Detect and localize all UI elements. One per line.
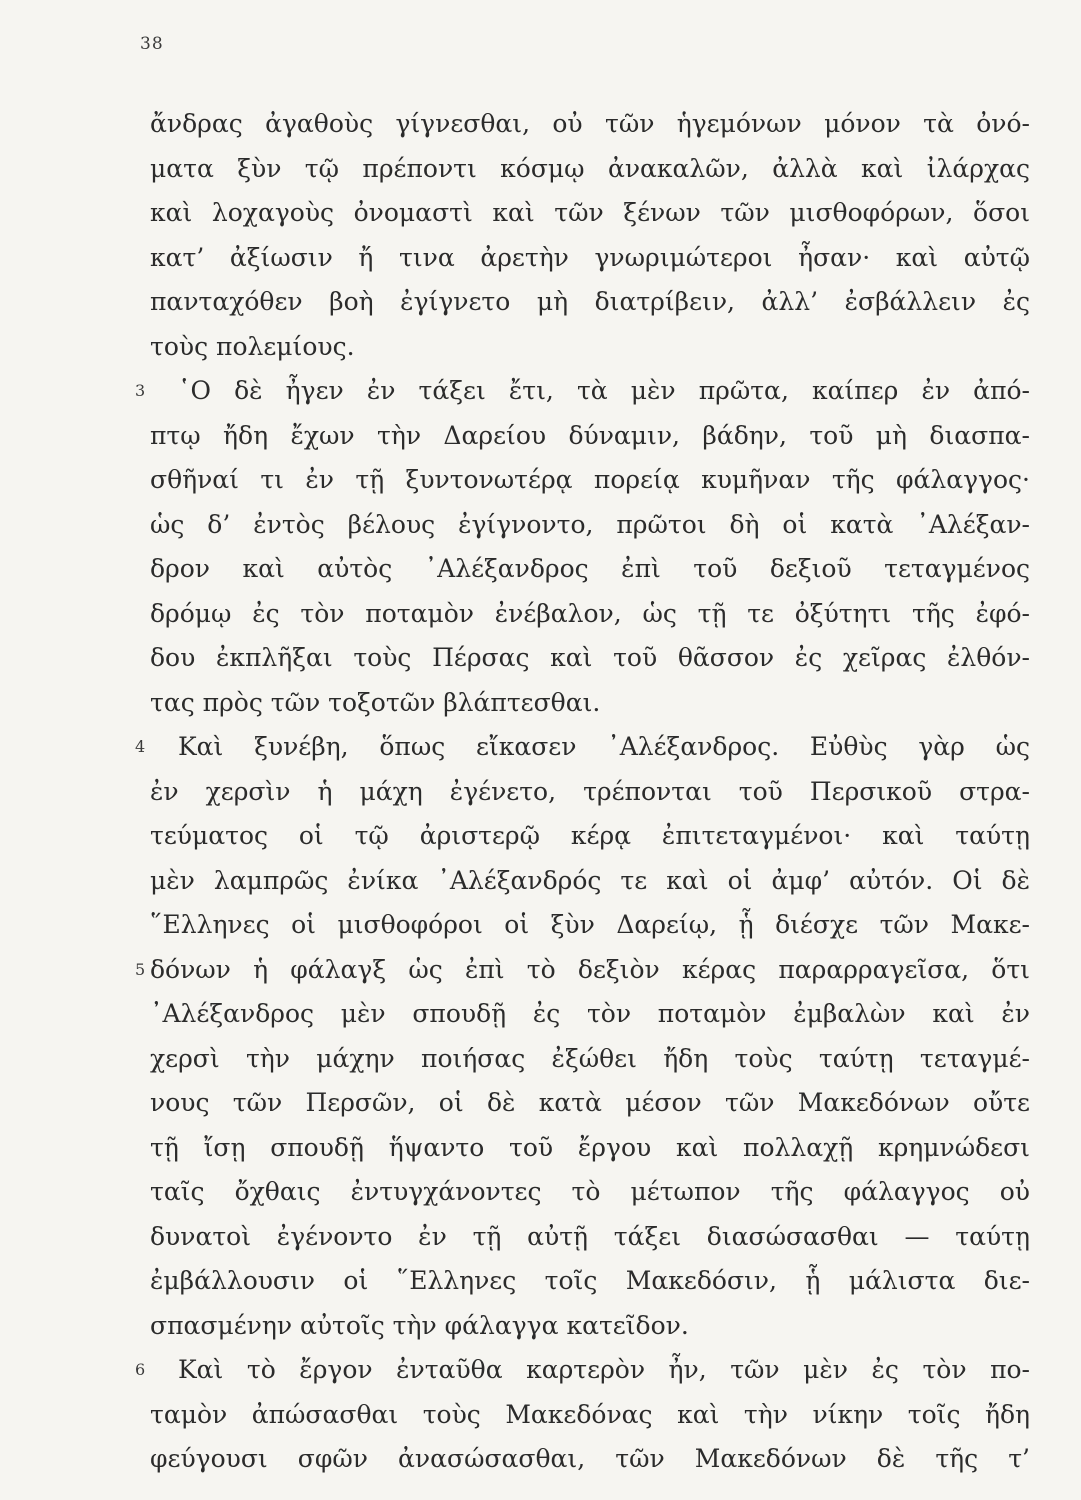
text-line bbox=[150, 903, 1030, 948]
text-line bbox=[150, 1259, 1030, 1304]
line-text: ματα ξὺν τῷ πρέποντι κόσμῳ ἀνακαλῶν, ἀλλὰ καὶ ἰλάρχας bbox=[150, 153, 1030, 183]
text-line bbox=[150, 1215, 1030, 1260]
text-line bbox=[150, 636, 1030, 681]
line-text: καὶ λοχαγοὺς ὀνομαστὶ καὶ τῶν ξένων τῶν μισθοφόρων, ὅσοι bbox=[150, 198, 1030, 227]
page-number: 38 bbox=[140, 34, 164, 54]
text-line bbox=[150, 414, 1030, 459]
line-text: τεύματος οἱ τῷ ἀριστερῷ κέρᾳ ἐπιτεταγμένοι· καὶ ταύτῃ bbox=[150, 821, 1030, 850]
line-text: Καὶ τὸ ἔργον ἐνταῦθα καρτερὸν ἦν, τῶν μὲν ἐς τὸν πο- bbox=[178, 1355, 1030, 1384]
line-text: Καὶ ξυνέβη, ὅπως εἴκασεν ᾿Αλέξανδρος. Εὐθὺς γὰρ ὡς bbox=[178, 732, 1030, 761]
text-line bbox=[150, 814, 1030, 859]
text-line bbox=[150, 147, 1030, 192]
text-line bbox=[150, 770, 1030, 815]
text-line bbox=[150, 592, 1030, 637]
text-line bbox=[150, 859, 1030, 904]
line-text: ὡς δ’ ἐντὸς βέλους ἐγίγνοντο, πρῶτοι δὴ οἱ κατὰ ᾿Αλέξαν- bbox=[150, 509, 1030, 539]
text-line bbox=[135, 1348, 1030, 1393]
line-text: κατ’ ἀξίωσιν ἤ τινα ἀρετὴν γνωριμώτεροι ἦσαν· καὶ αὐτῷ bbox=[150, 242, 1030, 272]
text-line bbox=[150, 1393, 1030, 1438]
text-line bbox=[150, 547, 1030, 592]
line-text: σθῆναί τι ἐν τῇ ξυντονωτέρᾳ πορείᾳ κυμῆναν τῆς φάλαγγος· bbox=[150, 465, 1030, 494]
text-line bbox=[150, 102, 1030, 147]
line-text: πανταχόθεν βοὴ ἐγίγνετο μὴ διατρίβειν, ἀλλ’ ἐσβάλλειν ἐς bbox=[150, 287, 1030, 316]
text-line bbox=[150, 280, 1030, 325]
section-number: 3 bbox=[135, 381, 146, 400]
text-line bbox=[150, 1037, 1030, 1082]
line-text: ἐμβάλλουσιν οἱ ῞Ελληνες τοῖς Μακεδόσιν, ᾗ μάλιστα διε- bbox=[150, 1266, 1030, 1295]
text-line bbox=[150, 191, 1030, 236]
line-text: δόνων ἡ φάλαγξ ὡς ἐπὶ τὸ δεξιὸν κέρας παραρραγεῖσα, ὅτι bbox=[150, 954, 1030, 984]
text-line bbox=[135, 369, 1030, 414]
line-text: δυνατοὶ ἐγένοντο ἐν τῇ αὐτῇ τάξει διασώσασθαι — ταύτῃ bbox=[150, 1221, 1030, 1251]
section-number: 4 bbox=[135, 737, 146, 756]
text-line bbox=[150, 681, 1030, 726]
line-text: ταμὸν ἀπώσασθαι τοὺς Μακεδόνας καὶ τὴν νίκην τοῖς ἤδη bbox=[150, 1399, 1030, 1429]
line-text: ἄνδρας ἀγαθοὺς γίγνεσθαι, οὐ τῶν ἡγεμόνων μόνον τὰ ὀνό- bbox=[150, 109, 1030, 138]
section-number: 5 bbox=[135, 959, 146, 979]
line-text: ῞Ελληνες οἱ μισθοφόροι οἱ ξὺν Δαρείῳ, ᾗ διέσχε τῶν Μακε- bbox=[150, 910, 1030, 939]
line-text: ῾Ο δὲ ἦγεν ἐν τάξει ἔτι, τὰ μὲν πρῶτα, καίπερ ἐν ἀπό- bbox=[178, 376, 1030, 405]
line-text: μὲν λαμπρῶς ἐνίκα ᾿Αλέξανδρός τε καὶ οἱ ἀμφ’ αὐτόν. Οἱ δὲ bbox=[150, 865, 1030, 895]
text-line bbox=[135, 725, 1030, 770]
line-text: δου ἐκπλῆξαι τοὺς Πέρσας καὶ τοῦ θᾶσσον ἐς χεῖρας ἐλθόν- bbox=[150, 643, 1030, 672]
line-text: σπασμένην αὐτοῖς τὴν φάλαγγα κατεῖδον. bbox=[150, 1310, 689, 1340]
section-number: 6 bbox=[135, 1360, 146, 1379]
line-text: φεύγουσι σφῶν ἀνασώσασθαι, τῶν Μακεδόνων δὲ τῆς τ’ bbox=[150, 1444, 1030, 1473]
line-text: νους τῶν Περσῶν, οἱ δὲ κατὰ μέσον τῶν Μακεδόνων οὔτε bbox=[150, 1088, 1030, 1117]
text-line bbox=[150, 992, 1030, 1037]
text-line bbox=[150, 1304, 1030, 1349]
text-line bbox=[150, 325, 1030, 370]
line-text: χερσὶ τὴν μάχην ποιήσας ἐξώθει ἤδη τοὺς ταύτῃ τεταγμέ- bbox=[150, 1043, 1030, 1073]
text-line bbox=[150, 503, 1030, 548]
text-line bbox=[150, 458, 1030, 503]
line-text: τας πρὸς τῶν τοξοτῶν βλάπτεσθαι. bbox=[150, 687, 601, 717]
text-line bbox=[150, 1437, 1030, 1482]
text-line bbox=[135, 948, 1030, 993]
text-line bbox=[150, 1170, 1030, 1215]
text-line bbox=[150, 1081, 1030, 1126]
text-line bbox=[150, 236, 1030, 281]
line-text: πτῳ ἤδη ἔχων τὴν Δαρείου δύναμιν, βάδην, τοῦ μὴ διασπα- bbox=[150, 420, 1030, 450]
line-text: δρόμῳ ἐς τὸν ποταμὸν ἐνέβαλον, ὡς τῇ τε ὀξύτητι τῆς ἐφό- bbox=[150, 598, 1030, 628]
line-text: ἐν χερσὶν ἡ μάχη ἐγένετο, τρέπονται τοῦ Περσικοῦ στρα- bbox=[150, 776, 1030, 806]
body-text bbox=[135, 102, 1030, 1482]
line-text: δρον καὶ αὐτὸς ᾿Αλέξανδρος ἐπὶ τοῦ δεξιοῦ τεταγμένος bbox=[150, 554, 1030, 583]
line-text: ᾿Αλέξανδρος μὲν σπουδῇ ἐς τὸν ποταμὸν ἐμβαλὼν καὶ ἐν bbox=[150, 999, 1030, 1028]
text-line bbox=[150, 1126, 1030, 1171]
line-text: ταῖς ὄχθαις ἐντυγχάνοντες τὸ μέτωπον τῆς φάλαγγος οὐ bbox=[150, 1177, 1030, 1206]
line-text: τῇ ἴσῃ σπουδῇ ἥψαντο τοῦ ἔργου καὶ πολλαχῇ κρημνώδεσι bbox=[150, 1132, 1030, 1162]
line-text: τοὺς πολεμίους. bbox=[150, 331, 355, 361]
